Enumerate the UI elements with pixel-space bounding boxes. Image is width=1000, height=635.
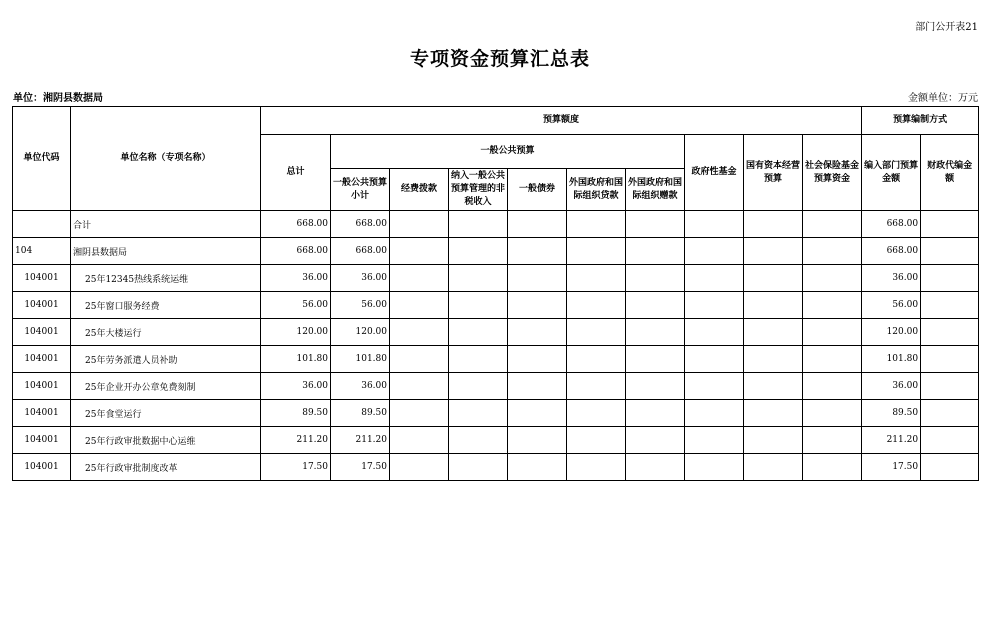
cell-empty — [803, 454, 862, 481]
header-name: 单位名称（专项名称） — [71, 107, 261, 211]
table-row — [13, 373, 979, 400]
cell-empty — [508, 292, 567, 319]
cell-empty — [390, 346, 449, 373]
cell-code: 104 — [13, 238, 71, 265]
header-general-public: 一般公共预算 — [331, 135, 685, 169]
cell-empty — [921, 400, 979, 427]
cell-empty — [685, 265, 744, 292]
table-row — [13, 265, 979, 292]
cell-dept-budget: 668.00 — [862, 238, 921, 265]
cell-empty — [803, 346, 862, 373]
cell-empty — [685, 238, 744, 265]
unit-label: 单位：湘阴县数据局 — [13, 93, 103, 104]
cell-dept-budget: 56.00 — [862, 292, 921, 319]
cell-name: 25年大楼运行 — [71, 319, 261, 346]
cell-dept-budget: 17.50 — [862, 454, 921, 481]
cell-name: 25年劳务派遣人员补助 — [71, 346, 261, 373]
cell-empty — [567, 427, 626, 454]
header-funding: 经费拨款 — [390, 169, 449, 211]
cell-code: 104001 — [13, 373, 71, 400]
cell-empty — [685, 373, 744, 400]
cell-empty — [744, 427, 803, 454]
cell-total: 56.00 — [261, 292, 331, 319]
cell-empty — [626, 373, 685, 400]
cell-dept-budget: 668.00 — [862, 211, 921, 238]
cell-name: 25年行政审批制度改革 — [71, 454, 261, 481]
amount-unit-label: 金额单位：万元 — [908, 93, 978, 104]
cell-code: 104001 — [13, 292, 71, 319]
cell-empty — [449, 373, 508, 400]
cell-empty — [508, 454, 567, 481]
cell-empty — [803, 319, 862, 346]
table-row — [13, 454, 979, 481]
table-row — [13, 346, 979, 373]
page-title: 专项资金预算汇总表 — [409, 48, 590, 70]
cell-name: 25年食堂运行 — [71, 400, 261, 427]
cell-gp-subtotal: 36.00 — [331, 373, 390, 400]
cell-code: 104001 — [13, 265, 71, 292]
cell-code: 104001 — [13, 400, 71, 427]
cell-empty — [567, 265, 626, 292]
cell-empty — [508, 373, 567, 400]
table-row — [13, 292, 979, 319]
cell-name: 25年12345热线系统运维 — [71, 265, 261, 292]
cell-total: 89.50 — [261, 400, 331, 427]
cell-empty — [449, 400, 508, 427]
header-general-bond: 一般债券 — [508, 169, 567, 211]
cell-total: 211.20 — [261, 427, 331, 454]
cell-name: 25年企业开办公章免费刻制 — [71, 373, 261, 400]
cell-empty — [449, 346, 508, 373]
cell-empty — [508, 400, 567, 427]
cell-empty — [449, 292, 508, 319]
cell-dept-budget: 120.00 — [862, 319, 921, 346]
cell-empty — [508, 238, 567, 265]
cell-empty — [508, 346, 567, 373]
cell-empty — [626, 319, 685, 346]
cell-empty — [390, 454, 449, 481]
cell-gp-subtotal: 211.20 — [331, 427, 390, 454]
cell-empty — [744, 211, 803, 238]
table-row — [13, 427, 979, 454]
cell-empty — [449, 211, 508, 238]
cell-empty — [390, 427, 449, 454]
header-budget-amount: 预算额度 — [261, 107, 862, 135]
cell-empty — [803, 400, 862, 427]
cell-empty — [567, 346, 626, 373]
cell-empty — [508, 265, 567, 292]
cell-gp-subtotal: 101.80 — [331, 346, 390, 373]
cell-gp-subtotal: 668.00 — [331, 211, 390, 238]
cell-empty — [508, 211, 567, 238]
cell-empty — [744, 346, 803, 373]
header-state-capital: 国有资本经营预算 — [744, 135, 803, 211]
cell-empty — [449, 238, 508, 265]
cell-empty — [626, 292, 685, 319]
cell-empty — [685, 319, 744, 346]
cell-name: 25年窗口服务经费 — [71, 292, 261, 319]
cell-gp-subtotal: 36.00 — [331, 265, 390, 292]
cell-empty — [390, 238, 449, 265]
header-budget-method: 预算编制方式 — [862, 107, 979, 135]
cell-total: 120.00 — [261, 319, 331, 346]
cell-empty — [449, 319, 508, 346]
cell-empty — [921, 373, 979, 400]
cell-total: 36.00 — [261, 373, 331, 400]
cell-empty — [626, 265, 685, 292]
cell-dept-budget: 36.00 — [862, 373, 921, 400]
header-gp-subtotal: 一般公共预算小计 — [331, 169, 390, 211]
cell-empty — [921, 265, 979, 292]
cell-empty — [803, 373, 862, 400]
cell-empty — [390, 319, 449, 346]
cell-empty — [803, 238, 862, 265]
table-row — [13, 400, 979, 427]
cell-empty — [921, 319, 979, 346]
cell-empty — [567, 373, 626, 400]
cell-empty — [390, 211, 449, 238]
table-row — [13, 211, 979, 238]
cell-empty — [567, 400, 626, 427]
cell-gp-subtotal: 668.00 — [331, 238, 390, 265]
cell-empty — [567, 211, 626, 238]
cell-gp-subtotal: 120.00 — [331, 319, 390, 346]
cell-empty — [449, 265, 508, 292]
cell-empty — [685, 427, 744, 454]
cell-dept-budget: 211.20 — [862, 427, 921, 454]
cell-empty — [390, 265, 449, 292]
cell-total: 668.00 — [261, 238, 331, 265]
cell-empty — [921, 346, 979, 373]
cell-dept-budget: 36.00 — [862, 265, 921, 292]
header-gov-fund: 政府性基金 — [685, 135, 744, 211]
cell-empty — [921, 292, 979, 319]
cell-empty — [567, 238, 626, 265]
cell-empty — [744, 238, 803, 265]
cell-empty — [803, 211, 862, 238]
cell-code: 104001 — [13, 454, 71, 481]
header-foreign-grant: 外国政府和国际组织赠款 — [626, 169, 685, 211]
header-non-tax: 纳入一般公共预算管理的非税收入 — [449, 169, 508, 211]
table-row — [13, 319, 979, 346]
cell-empty — [744, 454, 803, 481]
cell-empty — [390, 292, 449, 319]
cell-empty — [744, 373, 803, 400]
table-row — [13, 238, 979, 265]
cell-empty — [921, 211, 979, 238]
cell-empty — [803, 265, 862, 292]
header-code: 单位代码 — [13, 107, 71, 211]
cell-gp-subtotal: 89.50 — [331, 400, 390, 427]
cell-code — [13, 211, 71, 238]
cell-name: 湘阴县数据局 — [71, 238, 261, 265]
cell-empty — [921, 454, 979, 481]
cell-empty — [803, 292, 862, 319]
cell-empty — [508, 427, 567, 454]
header-fiscal-agent: 财政代编金额 — [921, 135, 979, 211]
cell-empty — [744, 400, 803, 427]
cell-empty — [567, 292, 626, 319]
header-dept-budget: 编入部门预算金额 — [862, 135, 921, 211]
table-number: 部门公开表21 — [915, 22, 978, 33]
cell-empty — [626, 211, 685, 238]
cell-code: 104001 — [13, 427, 71, 454]
cell-code: 104001 — [13, 346, 71, 373]
cell-empty — [626, 346, 685, 373]
cell-empty — [567, 319, 626, 346]
cell-total: 101.80 — [261, 346, 331, 373]
header-social-insurance: 社会保险基金预算资金 — [803, 135, 862, 211]
cell-empty — [685, 292, 744, 319]
cell-empty — [449, 427, 508, 454]
budget-table-body — [13, 211, 979, 481]
header-total: 总计 — [261, 135, 331, 211]
cell-empty — [921, 238, 979, 265]
cell-empty — [567, 454, 626, 481]
cell-empty — [508, 319, 567, 346]
cell-empty — [744, 319, 803, 346]
cell-empty — [685, 346, 744, 373]
cell-total: 17.50 — [261, 454, 331, 481]
cell-dept-budget: 89.50 — [862, 400, 921, 427]
cell-gp-subtotal: 56.00 — [331, 292, 390, 319]
cell-empty — [685, 400, 744, 427]
cell-gp-subtotal: 17.50 — [331, 454, 390, 481]
cell-empty — [744, 292, 803, 319]
cell-empty — [921, 427, 979, 454]
cell-name: 合计 — [71, 211, 261, 238]
cell-total: 668.00 — [261, 211, 331, 238]
cell-empty — [390, 400, 449, 427]
cell-dept-budget: 101.80 — [862, 346, 921, 373]
cell-empty — [803, 427, 862, 454]
cell-empty — [685, 454, 744, 481]
cell-empty — [626, 427, 685, 454]
cell-empty — [449, 454, 508, 481]
header-foreign-loan: 外国政府和国际组织贷款 — [567, 169, 626, 211]
cell-empty — [626, 400, 685, 427]
cell-empty — [390, 373, 449, 400]
cell-empty — [685, 211, 744, 238]
cell-empty — [626, 238, 685, 265]
budget-table — [12, 106, 979, 481]
cell-code: 104001 — [13, 319, 71, 346]
cell-empty — [744, 265, 803, 292]
cell-total: 36.00 — [261, 265, 331, 292]
cell-empty — [626, 454, 685, 481]
cell-name: 25年行政审批数据中心运维 — [71, 427, 261, 454]
